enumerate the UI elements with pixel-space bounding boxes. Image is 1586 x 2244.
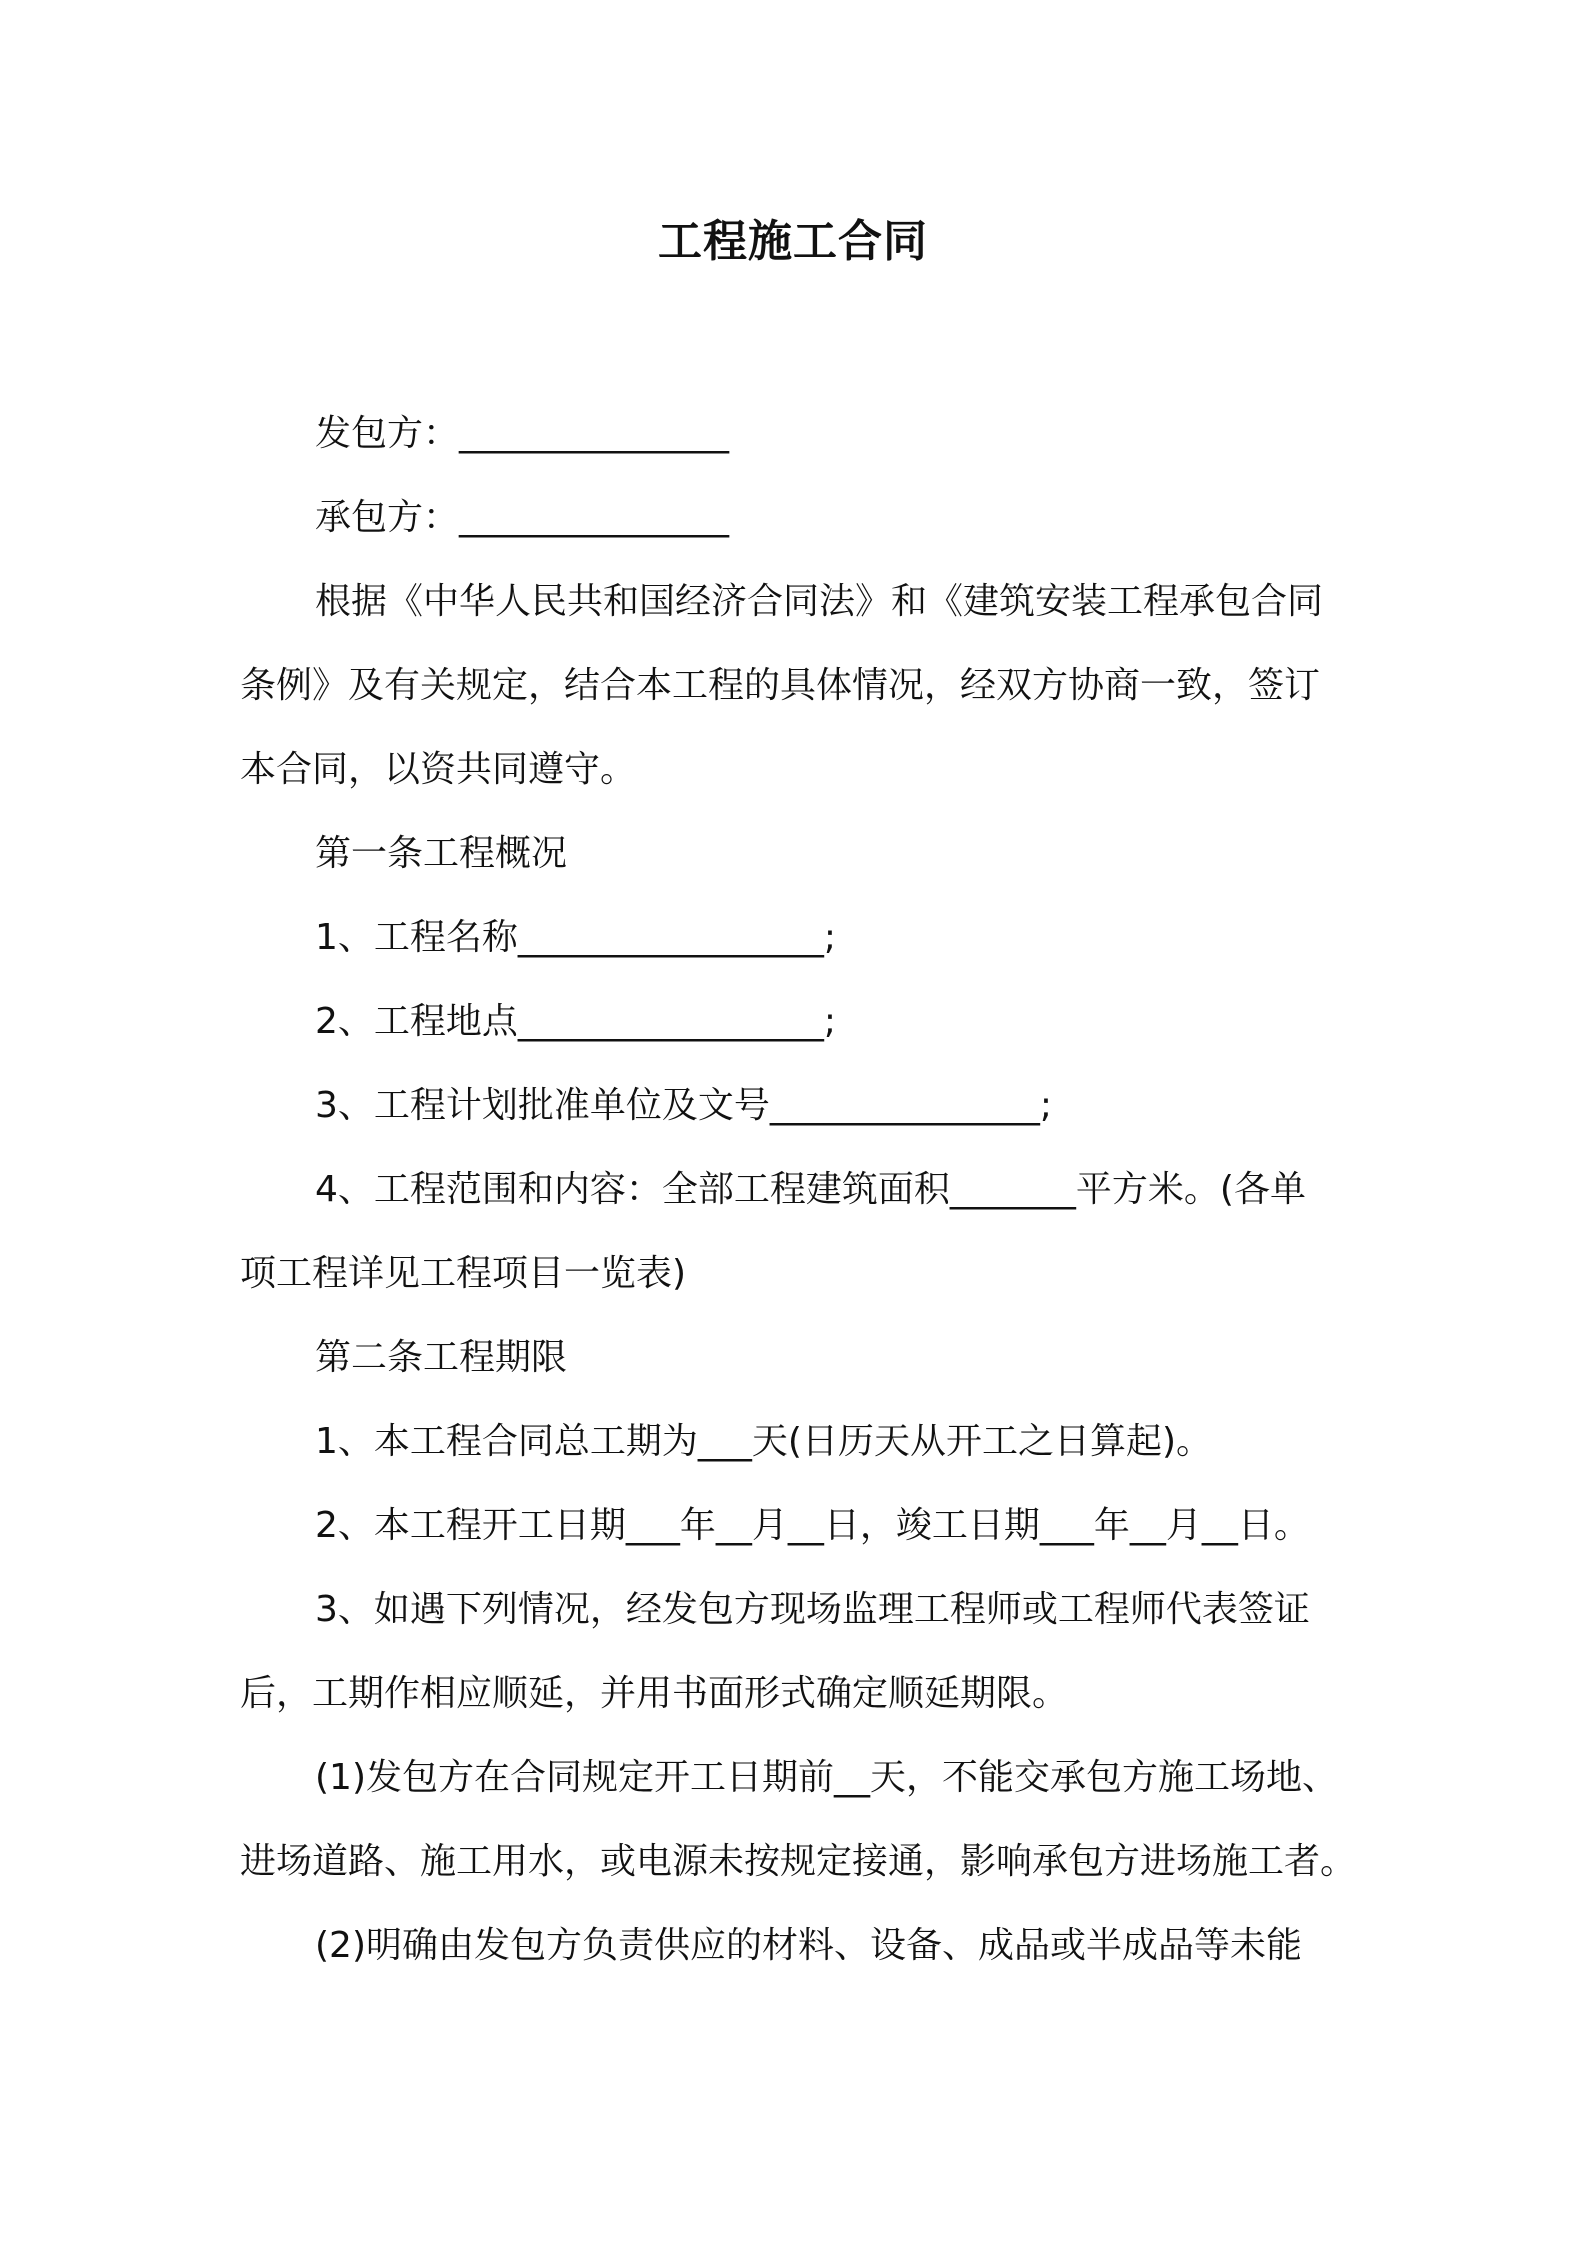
subitem-2-line-1: (2)明确由发包方负责供应的材料、设备、成品或半成品等未能 [315,1925,1302,1966]
article-2-heading: 第二条工程期限 [315,1337,568,1378]
article-1-heading: 第一条工程概况 [315,833,568,874]
article-1-item-2: 2、工程地点_________________; [315,1001,837,1042]
article-1-item-3: 3、工程计划批准单位及文号_______________; [315,1085,1053,1126]
article-1-item-1: 1、工程名称_________________; [315,917,837,958]
subitem-1-line-1: (1)发包方在合同规定开工日期前__天，不能交承包方施工场地、 [315,1757,1338,1798]
article-2-item-3-line-1: 3、如遇下列情况，经发包方现场监理工程师或工程师代表签证 [315,1589,1310,1630]
preamble-line-3: 本合同，以资共同遵守。 [240,749,637,790]
article-1-item-4-line-2: 项工程详见工程项目一览表) [240,1253,687,1294]
party-a-line: 发包方：_______________ [315,413,730,454]
preamble-line-1: 根据《中华人民共和国经济合同法》和《建筑安装工程承包合同 [315,581,1324,622]
article-2-item-3-line-2: 后，工期作相应顺延，并用书面形式确定顺延期限。 [240,1673,1069,1714]
preamble-line-2: 条例》及有关规定，结合本工程的具体情况，经双方协商一致，签订 [240,665,1321,706]
subitem-1-line-2: 进场道路、施工用水，或电源未按规定接通，影响承包方进场施工者。 [240,1841,1357,1882]
article-1-item-4-line-1: 4、工程范围和内容：全部工程建筑面积_______平方米。(各单 [315,1169,1306,1210]
article-2-item-1: 1、本工程合同总工期为___天(日历天从开工之日算起)。 [315,1421,1212,1462]
party-b-line: 承包方：_______________ [315,497,730,538]
document-title: 工程施工合同 [658,216,928,267]
article-2-item-2: 2、本工程开工日期___年__月__日，竣工日期___年__月__日。 [315,1505,1310,1546]
